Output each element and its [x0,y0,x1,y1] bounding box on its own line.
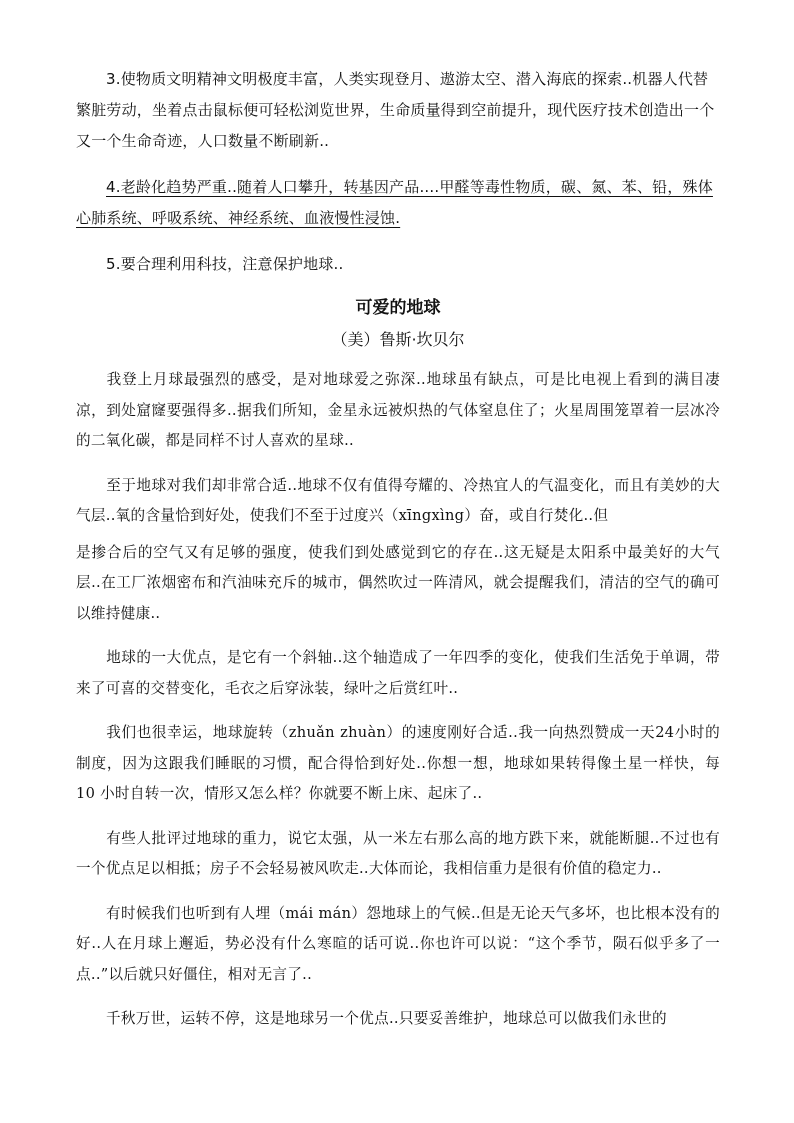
article-author: （美）鲁斯·坎贝尔 [331,330,465,349]
answer-4 [76,172,720,234]
answer-4-underlined-text: 4.老龄化趋势严重..随着人口攀升，转基因产品....甲醛等毒性物质，碳、氮、苯、铅，殊体心肺系统、呼吸系统、神经系统、血液慢性浸蚀. [76,178,713,227]
article-title: 可爱的地球 [355,298,441,318]
article-paragraph-2-continued: 是掺合后的空气又有足够的强度，使我们到处感觉到它的存在..这无疑是太阳系中最美好的大气层..在工厂浓烟密布和汽油味充斥的城市，偶然吹过一阵清风，就会提醒我们，清洁的空气的确可以维持健康.. [76,543,720,622]
article-paragraph-4: 我们也很幸运，地球旋转（zhuǎn zhuàn）的速度刚好合适..我一向热烈赞成一天24小时的制度，因为这跟我们睡眠的习惯，配合得恰到好处..你想一想，地球如果转得像土星一样快，每 10 小时自转一次，情形又怎么样？你就要不断上床、起床了.. [76,724,720,802]
answer-3: 3.使物质文明精神文明极度丰富，人类实现登月、遨游太空、潜入海底的探索..机器人代替繁脏劳动，坐着点击鼠标便可轻松浏览世界，生命质量得到空前提升，现代医疗技术创造出一个又一个生命奇迹，人口数量不断刷新.. [76,70,715,150]
answer-5: 5.要合理利用科技，注意保护地球.. [106,255,344,273]
article-paragraph-3: 地球的一大优点，是它有一个斜轴..这个轴造成了一年四季的变化，使我们生活免于单调，带来了可喜的交替变化，毛衣之后穿泳装，绿叶之后赏红叶.. [76,649,720,697]
article-paragraph-1: 我登上月球最强烈的感受，是对地球爱之弥深..地球虽有缺点，可是比电视上看到的满目凄凉，到处窟窿要强得多..据我们所知，金星永远被炽热的气体窒息住了；火星周围笼罩着一层冰冷的二氧化碳，都是同样不讨人喜欢的星球.. [76,371,720,449]
article-paragraph-6: 有时候我们也听到有人埋（mái mán）怨地球上的气候..但是无论天气多坏，也比根本没有的好..人在月球上邂逅，势必没有什么寒暄的话可说..你也许可以说：“这个季节，陨石似乎多了一点..”以后就只好僵住，相对无言了.. [76,904,720,983]
article-paragraph-7: 千秋万世，运转不停，这是地球另一个优点..只要妥善维护，地球总可以做我们永世的 [106,1010,667,1027]
article-paragraph-5: 有些人批评过地球的重力，说它太强，从一米左右那么高的地方跌下来，就能断腿..不过也有一个优点足以相抵；房子不会轻易被风吹走..大体而论，我相信重力是很有价值的稳定力.. [76,829,720,877]
document-page [76,64,720,1049]
article-paragraph-2: 至于地球对我们却非常合适..地球不仅有值得夸耀的、冷热宜人的气温变化，而且有美妙的大气层..氧的含量恰到好处，使我们不至于过度兴（xīngxìng）奋，或自行焚化..但 [76,476,720,524]
